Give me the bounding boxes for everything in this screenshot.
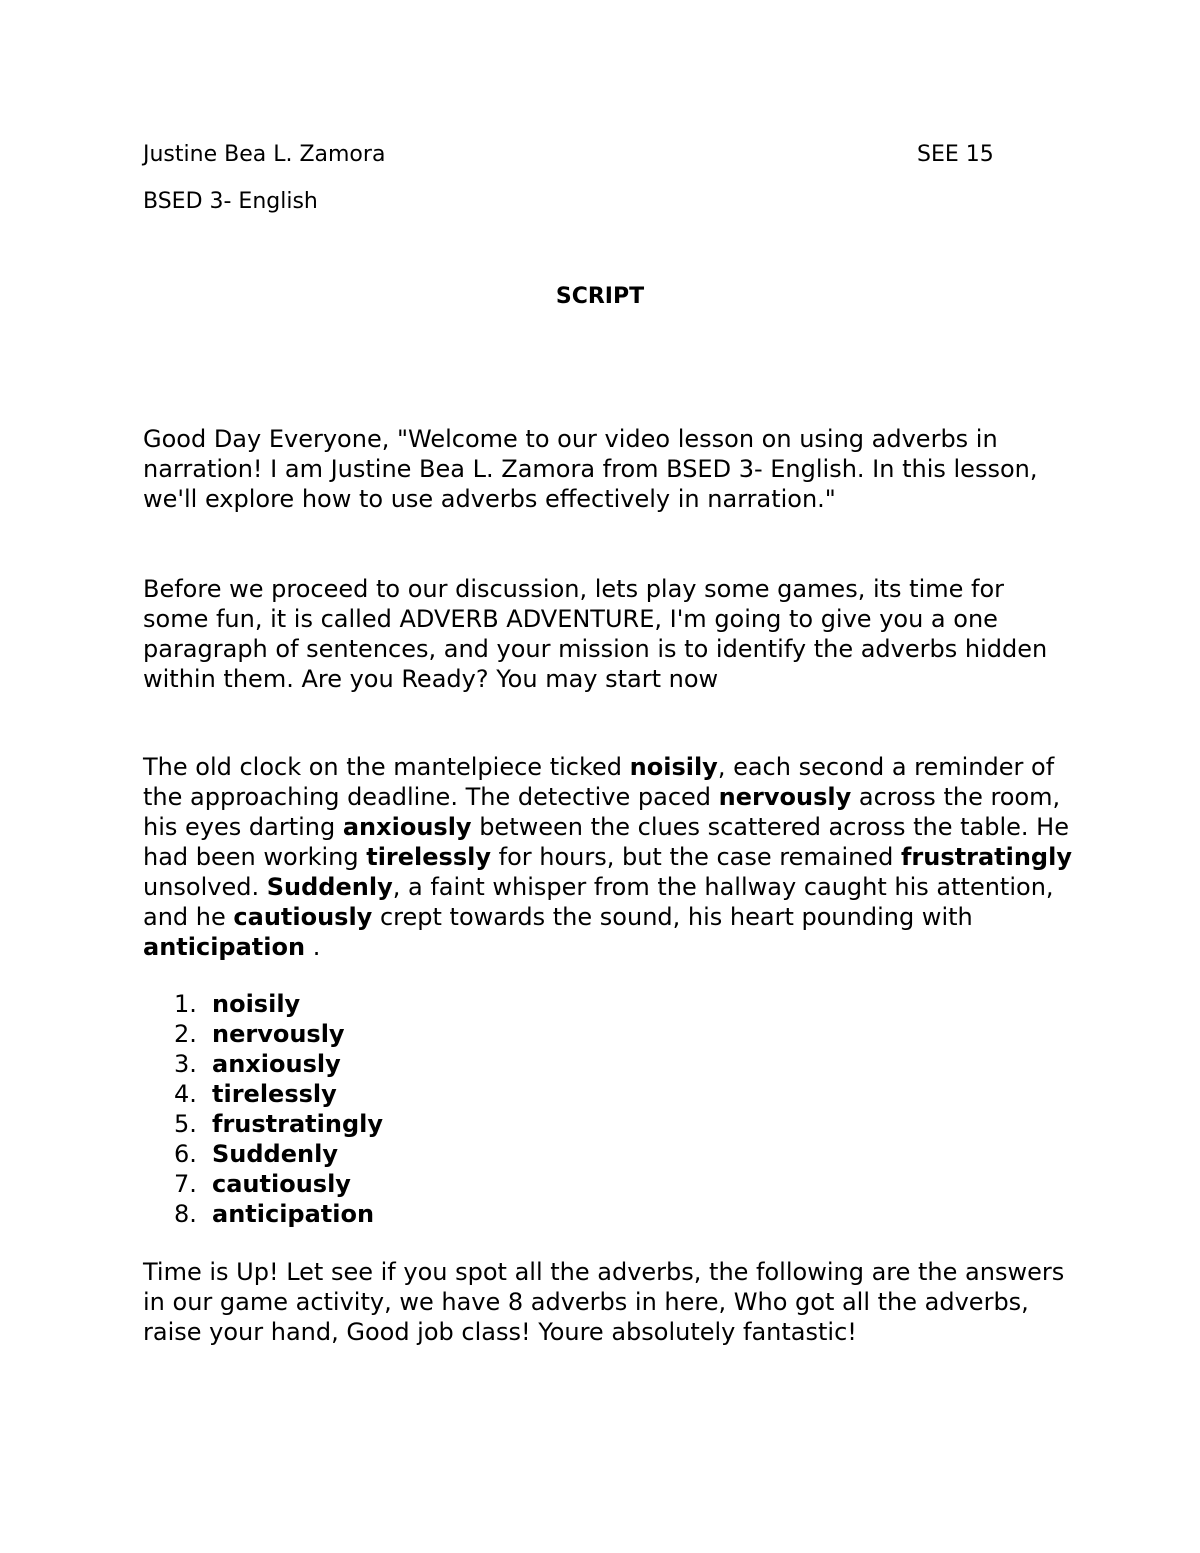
story-adverb: anxiously xyxy=(342,813,472,841)
section-code: SEE 15 xyxy=(917,142,994,167)
answer-word: nervously xyxy=(212,1020,345,1048)
list-number: 5. xyxy=(174,1110,197,1138)
list-number: 8. xyxy=(174,1200,197,1228)
story-adverb: noisily xyxy=(629,753,718,781)
list-item xyxy=(143,1169,383,1199)
intro-paragraph: Good Day Everyone, "Welcome to our video lesson on using adverbs in narration! I am Justine Bea L. Zamora from BSED 3- English. In this lesson, we'll explore how to use adverbs effectively in narration." xyxy=(143,425,1038,513)
story-adverb: cautiously xyxy=(233,903,373,931)
list-item xyxy=(143,1139,383,1169)
story-adverb: frustratingly xyxy=(900,843,1072,871)
story-text: across the room, his eyes darting xyxy=(143,783,1061,841)
list-number: 2. xyxy=(174,1020,197,1048)
closing-paragraph: Time is Up! Let see if you spot all the adverbs, the following are the answers in our game activity, we have 8 adverbs in here, Who got all the adverbs, raise your hand, Good job class! Youre absolutely fantastic! xyxy=(143,1258,1065,1346)
list-item xyxy=(143,1049,383,1079)
story-text: between the clues scattered across the table. He had been working xyxy=(143,813,1069,871)
list-number: 1. xyxy=(174,990,197,1018)
story-paragraph xyxy=(143,752,1073,962)
list-number: 4. xyxy=(174,1080,197,1108)
answer-word: Suddenly xyxy=(212,1140,338,1168)
story-adverb: anticipation xyxy=(143,933,306,961)
story-text: , each second a reminder of the approaching deadline. The detective paced xyxy=(143,753,1055,811)
answer-word: cautiously xyxy=(212,1170,351,1198)
answer-word: anticipation xyxy=(212,1200,375,1228)
story-adverb: nervously xyxy=(718,783,852,811)
page-title: SCRIPT xyxy=(555,284,645,309)
list-number: 3. xyxy=(174,1050,197,1078)
list-number: 7. xyxy=(174,1170,197,1198)
answer-word: tirelessly xyxy=(212,1080,337,1108)
story-adverb: Suddenly xyxy=(266,873,393,901)
story-text: unsolved. xyxy=(143,873,267,901)
story-text: . xyxy=(305,933,321,961)
list-item xyxy=(143,1109,383,1139)
list-number: 6. xyxy=(174,1140,197,1168)
story-text: for hours, but the case remained xyxy=(490,843,901,871)
story-text: crept towards the sound, his heart pounding with xyxy=(372,903,973,931)
answer-word: noisily xyxy=(212,990,301,1018)
story-text: The old clock on the mantelpiece ticked xyxy=(143,753,630,781)
list-item xyxy=(143,1199,383,1229)
story-text: , a faint whisper from the hallway caught his attention, and he xyxy=(143,873,1054,931)
course-name: BSED 3- English xyxy=(143,189,318,214)
list-item xyxy=(143,1019,383,1049)
story-adverb: tirelessly xyxy=(366,843,491,871)
author-name: Justine Bea L. Zamora xyxy=(143,142,386,167)
answer-word: anxiously xyxy=(212,1050,341,1078)
game-instructions-paragraph: Before we proceed to our discussion, lets play some games, its time for some fun, it is called ADVERB ADVENTURE, I'm going to give you a one paragraph of sentences, and your mission is to identify the adverbs hidden within them. Are you Ready? You may start now xyxy=(143,575,1048,693)
answer-word: frustratingly xyxy=(212,1110,383,1138)
list-item xyxy=(143,989,383,1019)
answer-list xyxy=(143,989,383,1229)
list-item xyxy=(143,1079,383,1109)
